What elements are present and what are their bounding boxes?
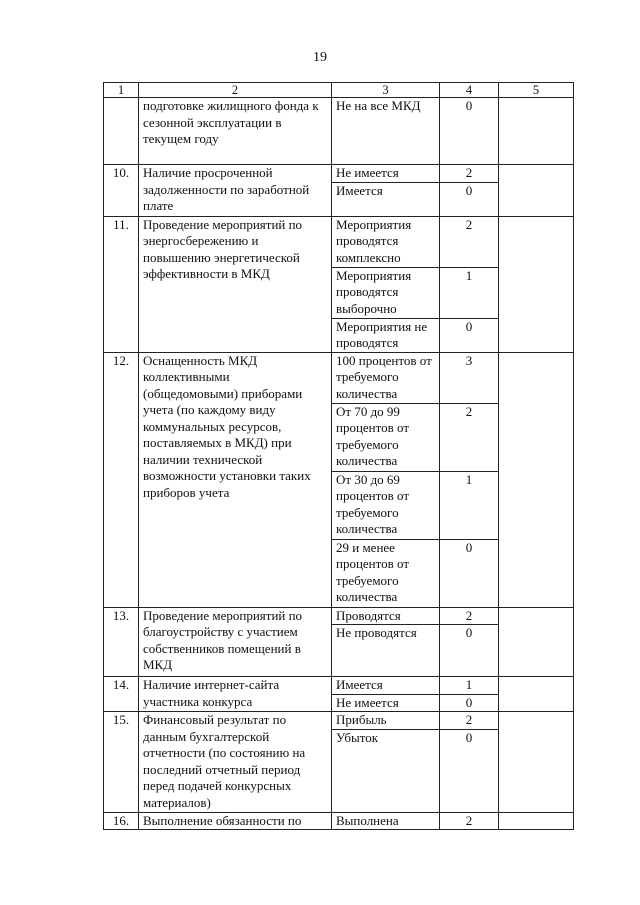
option-label: От 30 до 69 процентов от требуемого количества <box>332 471 440 539</box>
option-score: 3 <box>440 352 499 403</box>
criterion-text: Оснащенность МКД коллективными (общедомовыми) приборами учета (по каждому виду коммунальных ресурсов, поставляемых в МКД) при наличии технической возможности установки таких приборов учета <box>139 352 332 607</box>
criteria-table-body <box>104 83 574 830</box>
option-label: Не имеется <box>332 165 440 183</box>
criterion-text: Проведение мероприятий по энергосбережению и повышению энергетической эффективности в МКД <box>139 216 332 352</box>
empty-cell-col5 <box>499 712 574 813</box>
criterion-text: Наличие просроченной задолженности по заработной плате <box>139 165 332 217</box>
empty-cell-col5 <box>499 677 574 712</box>
table-row <box>104 712 574 730</box>
column-header: 2 <box>139 83 332 98</box>
option-score: 1 <box>440 267 499 318</box>
empty-cell-col5 <box>499 165 574 217</box>
option-label: От 70 до 99 процентов от требуемого количества <box>332 403 440 471</box>
table-header-row <box>104 83 574 98</box>
empty-cell-col5 <box>499 607 574 677</box>
row-number: 16. <box>104 812 139 830</box>
column-header: 4 <box>440 83 499 98</box>
table-row <box>104 165 574 183</box>
empty-cell-col5 <box>499 352 574 607</box>
option-label: 100 процентов от требуемого количества <box>332 352 440 403</box>
option-score: 2 <box>440 216 499 267</box>
option-score: 2 <box>440 403 499 471</box>
row-number: 14. <box>104 677 139 712</box>
option-label: Выполнена <box>332 812 440 830</box>
row-number: 13. <box>104 607 139 677</box>
column-header: 3 <box>332 83 440 98</box>
page-number: 19 <box>313 50 327 65</box>
option-label: Мероприятия не проводятся <box>332 318 440 352</box>
table-row <box>104 812 574 830</box>
row-number: 10. <box>104 165 139 217</box>
option-score: 0 <box>440 182 499 216</box>
criterion-text: Наличие интернет-сайта участника конкурса <box>139 677 332 712</box>
option-label: 29 и менее процентов от требуемого количества <box>332 539 440 607</box>
table-row <box>104 607 574 625</box>
option-label: Не на все МКД <box>332 98 440 165</box>
option-score: 1 <box>440 471 499 539</box>
empty-cell-col5 <box>499 812 574 830</box>
option-score: 0 <box>440 729 499 812</box>
row-number: 12. <box>104 352 139 607</box>
column-header: 1 <box>104 83 139 98</box>
option-score: 1 <box>440 677 499 695</box>
option-label: Не проводятся <box>332 625 440 677</box>
option-score: 0 <box>440 318 499 352</box>
empty-cell-col5 <box>499 216 574 352</box>
option-score: 2 <box>440 165 499 183</box>
option-score: 2 <box>440 812 499 830</box>
table-row <box>104 352 574 403</box>
row-number: 11. <box>104 216 139 352</box>
criteria-table <box>103 82 574 830</box>
column-header: 5 <box>499 83 574 98</box>
option-label: Мероприятия проводятся выборочно <box>332 267 440 318</box>
option-label: Мероприятия проводятся комплексно <box>332 216 440 267</box>
row-number <box>104 98 139 165</box>
criterion-text: Проведение мероприятий по благоустройству с участием собственников помещений в МКД <box>139 607 332 677</box>
option-score: 0 <box>440 694 499 712</box>
table-row <box>104 216 574 267</box>
option-label: Имеется <box>332 677 440 695</box>
option-label: Имеется <box>332 182 440 216</box>
option-label: Проводятся <box>332 607 440 625</box>
table-row <box>104 677 574 695</box>
option-score: 0 <box>440 98 499 165</box>
criterion-text: Выполнение обязанности по <box>139 812 332 830</box>
option-score: 0 <box>440 625 499 677</box>
option-label: Прибыль <box>332 712 440 730</box>
empty-cell-col5 <box>499 98 574 165</box>
row-number: 15. <box>104 712 139 813</box>
criterion-text: подготовке жилищного фонда к сезонной эксплуатации в текущем году <box>139 98 332 165</box>
option-score: 2 <box>440 607 499 625</box>
option-label: Убыток <box>332 729 440 812</box>
option-score: 0 <box>440 539 499 607</box>
criterion-text: Финансовый результат по данным бухгалтерской отчетности (по состоянию на последний отчетный период перед подачей конкурсных материалов) <box>139 712 332 813</box>
option-label: Не имеется <box>332 694 440 712</box>
option-score: 2 <box>440 712 499 730</box>
table-row <box>104 98 574 165</box>
